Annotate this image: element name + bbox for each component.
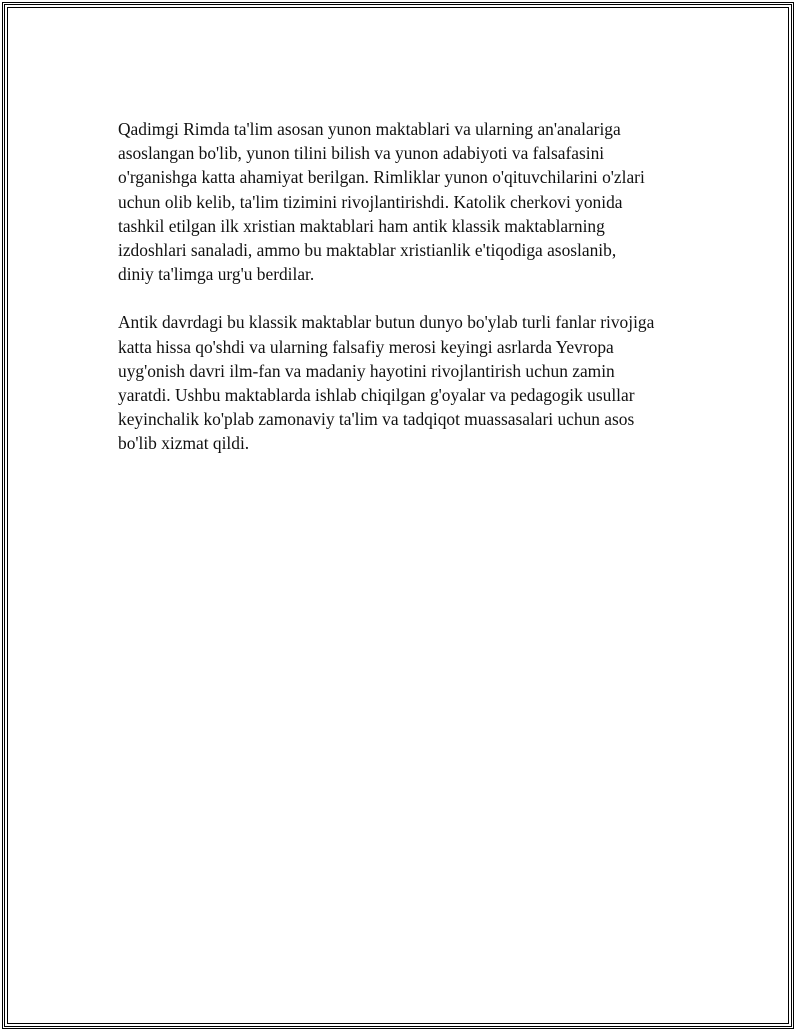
document-body bbox=[118, 117, 698, 480]
paragraph-line: asoslangan bo'lib, yunon tilini bilish va yunon adabiyoti va falsafasini bbox=[118, 143, 605, 164]
paragraph-1 bbox=[118, 117, 698, 286]
paragraph-line: Antik davrdagi bu klassik maktablar butun dunyo bo'ylab turli fanlar rivojiga bbox=[118, 312, 655, 333]
paragraph-line: uchun olib kelib, ta'lim tizimini rivojlantirishdi. Katolik cherkovi yonida bbox=[118, 191, 623, 212]
paragraph-line: izdoshlari sanaladi, ammo bu maktablar xristianlik e'tiqodiga asoslanib, bbox=[118, 240, 617, 261]
paragraph-line: keyinchalik ko'plab zamonaviy ta'lim va tadqiqot muassasalari uchun asos bbox=[118, 409, 635, 430]
paragraph-line: katta hissa qo'shdi va ularning falsafiy merosi keyingi asrlarda Yevropa bbox=[118, 336, 614, 357]
paragraph-line: o'rganishga katta ahamiyat berilgan. Rimliklar yunon o'qituvchilarini o'zlari bbox=[118, 167, 645, 188]
paragraph-line: tashkil etilgan ilk xristian maktablari ham antik klassik maktablarning bbox=[118, 215, 605, 236]
paragraph-line: uyg'onish davri ilm-fan va madaniy hayotini rivojlantirish uchun zamin bbox=[118, 360, 615, 381]
paragraph-line: diniy ta'limga urg'u berdilar. bbox=[118, 264, 315, 285]
paragraph-line: Qadimgi Rimda ta'lim asosan yunon maktablari va ularning an'analariga bbox=[118, 119, 621, 139]
paragraph-line: yaratdi. Ushbu maktablarda ishlab chiqilgan g'oyalar va pedagogik usullar bbox=[118, 385, 635, 406]
paragraph-2 bbox=[118, 310, 698, 455]
paragraph-line: bo'lib xizmat qildi. bbox=[118, 433, 250, 454]
